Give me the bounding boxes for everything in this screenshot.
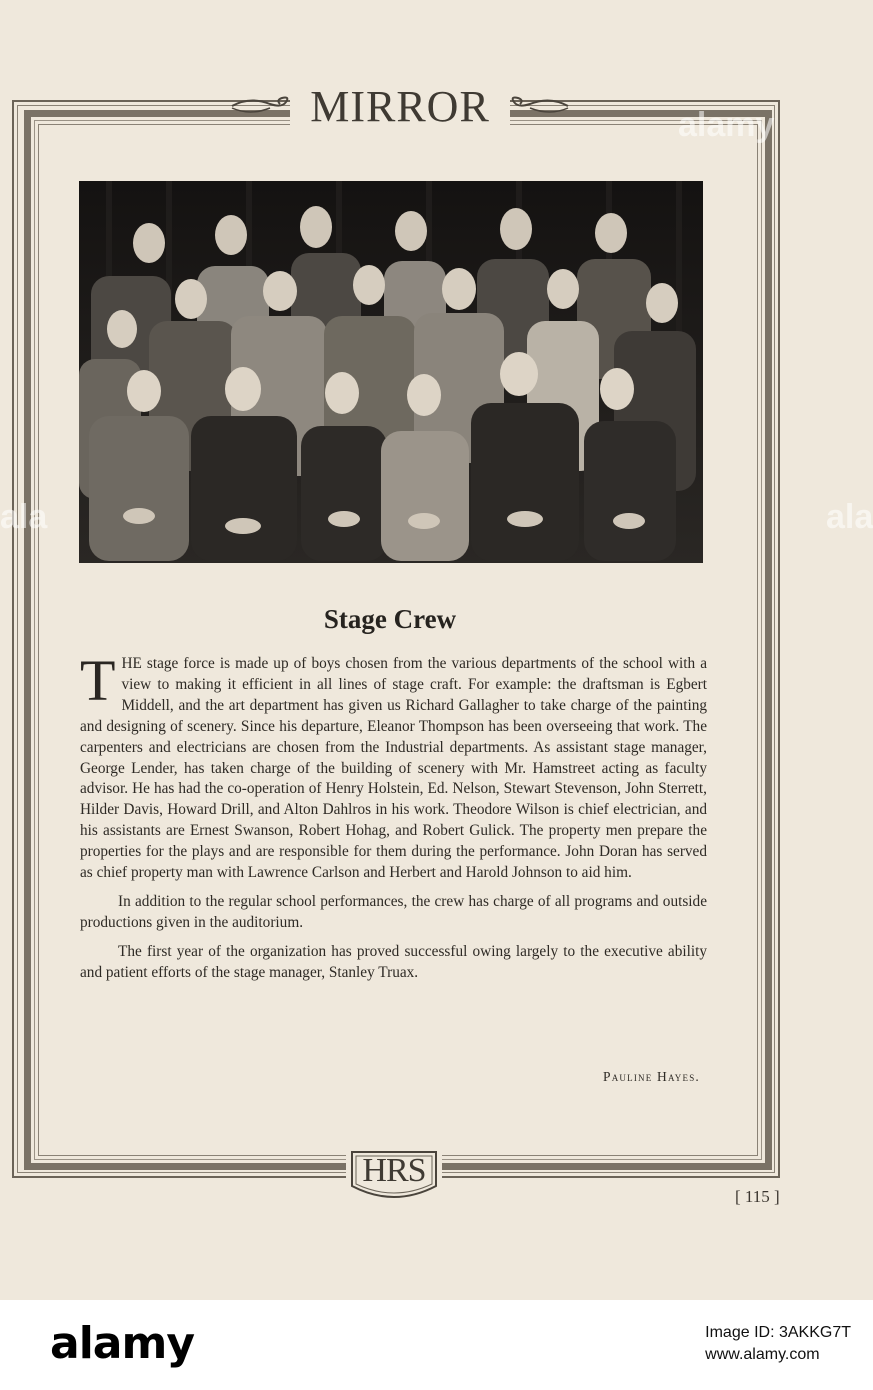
masthead (180, 82, 620, 132)
page-number: [ 115 ] (735, 1187, 780, 1206)
stock-footer (0, 1300, 873, 1390)
paragraph-2: In addition to the regular school performances, the crew has charge of all programs and outside productions given in the auditorium. (80, 892, 707, 931)
brand-logo: alamy (50, 1318, 194, 1369)
stock-image-id: Image ID: 3AKKG7T (705, 1324, 851, 1341)
watermark-fragment-right: ala (826, 498, 873, 536)
author-signature: Pauline Hayes. (603, 1069, 700, 1084)
paragraph-3: The first year of the organization has proved successful owing largely to the executive ability and patient efforts of the stage manager, Stanley Truax. (80, 942, 707, 981)
article-body (80, 648, 707, 992)
stock-site-url: www.alamy.com (705, 1346, 820, 1363)
paragraph-1 (80, 648, 707, 884)
article-title: Stage Crew (323, 604, 457, 634)
paragraph-1-text: HE stage force is made up of boys chosen from the various departments of the school with a view to making it efficient in all lines of stage craft. For example: the draftsman is Egbert Middell, and the art department has given us Richard Gallagher to take charge of the painting and designing of scenery. Since his departure, Eleanor Thompson has been overseeing that work. The carpenters and electricians are chosen from the Industrial departments. As assistant stage manager, George Lender, has taken charge of the building of scenery with Mr. Hamstreet acting as faculty advisor. He has had the co-operation of Henry Holstein, Ed. Nelson, Stewart Stevenson, John Sterrett, Hilder Davis, Howard Drill, and Alton Dahlros in his work. Theodore Wilson is chief electrician, and his assistants are Ernest Swanson, Robert Hohag, and Robert Gulick. The property men prepare the properties for the plays and are responsible for them during the performance. John Doran has served as chief property man with Lawrence Carlson and Herbert and Harold Johnson to aid him. (80, 655, 707, 882)
drop-cap: T (80, 648, 116, 713)
watermark-fragment-left: ala (0, 498, 48, 536)
masthead-title: MIRROR (290, 82, 510, 132)
scroll-ornament-left-icon (230, 94, 290, 118)
emblem-monogram: HRS (362, 1152, 426, 1189)
school-emblem (346, 1146, 442, 1204)
scroll-ornament-right-icon (510, 94, 570, 118)
group-photograph (79, 181, 703, 563)
stock-id-block (705, 1322, 851, 1366)
stage-crew-group-photo-icon (79, 181, 703, 563)
watermark-fragment-top: alamy (678, 106, 775, 144)
